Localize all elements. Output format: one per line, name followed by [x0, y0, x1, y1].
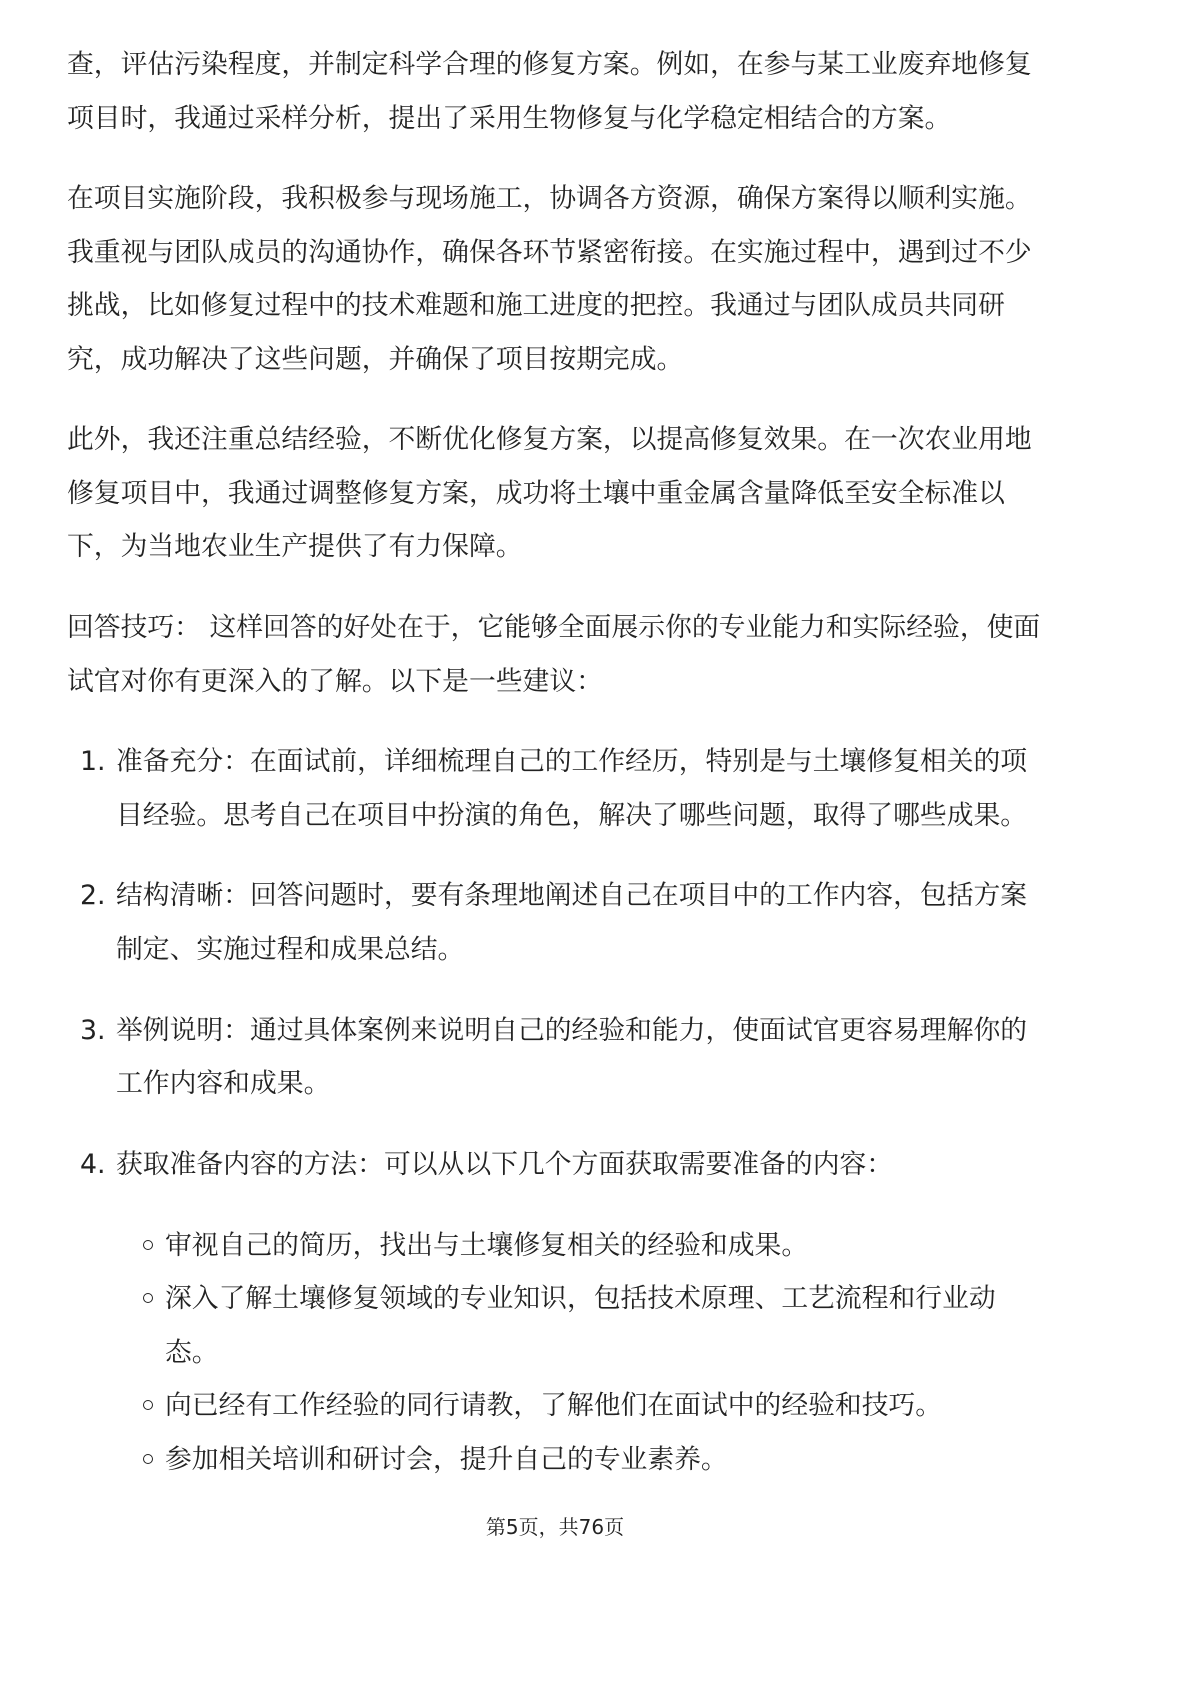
hollow-circle-bullet-icon — [143, 1293, 153, 1303]
document-body — [67, 38, 1127, 1513]
sub-list-item — [116, 1433, 1127, 1487]
list-item-line: 准备充分：在面试前，详细梳理自己的工作经历，特别是与土壤修复相关的项 — [116, 746, 1028, 778]
sub-list-item-line: 深入了解土壤修复领域的专业知识，包括技术原理、工艺流程和行业动 — [165, 1283, 996, 1314]
sub-list — [116, 1219, 1127, 1487]
list-item — [67, 1004, 1127, 1111]
list-item-number: 3. — [80, 1014, 106, 1046]
list-item-line: 举例说明：通过具体案例来说明自己的经验和能力，使面试官更容易理解你的 — [116, 1014, 1028, 1046]
paragraph-line: 挑战，比如修复过程中的技术难题和施工进度的把控。我通过与团队成员共同研 — [67, 290, 1005, 322]
list-item — [67, 1138, 1127, 1486]
sub-list-item-line: 向已经有工作经验的同行请教，了解他们在面试中的经验和技巧。 — [165, 1390, 943, 1421]
paragraph-line: 试官对你有更深入的了解。以下是一些建议： — [67, 665, 603, 697]
sub-list-item-line: 态。 — [165, 1336, 219, 1368]
list-item-number: 2. — [80, 880, 106, 912]
list-item-line: 制定、实施过程和成果总结。 — [116, 933, 465, 965]
paragraph-line: 查，评估污染程度，并制定科学合理的修复方案。例如，在参与某工业废弃地修复 — [67, 49, 1032, 80]
sub-list-item-line: 审视自己的简历，找出与土壤修复相关的经验和成果。 — [165, 1229, 809, 1261]
list-item-line: 获取准备内容的方法：可以从以下几个方面获取需要准备的内容： — [116, 1148, 894, 1180]
paragraph — [67, 38, 1127, 145]
paragraph — [67, 413, 1127, 574]
paragraph-line: 项目时，我通过采样分析，提出了采用生物修复与化学稳定相结合的方案。 — [67, 102, 952, 134]
list-item-number: 4. — [80, 1148, 106, 1180]
paragraph-line: 在项目实施阶段，我积极参与现场施工，协调各方资源，确保方案得以顺利实施。 — [67, 183, 1032, 215]
paragraph-line: 我重视与团队成员的沟通协作，确保各环节紧密衔接。在实施过程中，遇到过不少 — [67, 236, 1032, 268]
paragraph-line: 下，为当地农业生产提供了有力保障。 — [67, 531, 523, 563]
paragraph-line: 回答技巧： 这样回答的好处在于，它能够全面展示你的专业能力和实际经验，使面 — [67, 612, 1041, 644]
sub-list-item — [116, 1272, 1127, 1379]
list-item — [67, 735, 1127, 842]
sub-list-item-line: 参加相关培训和研讨会，提升自己的专业素养。 — [165, 1443, 728, 1475]
answer-tips-paragraph — [67, 601, 1127, 708]
page-number: 第5页，共76页 — [485, 1515, 625, 1539]
sub-list-item — [116, 1379, 1127, 1433]
paragraph-line: 修复项目中，我通过调整修复方案，成功将土壤中重金属含量降低至安全标准以 — [67, 477, 1005, 509]
sub-list-item — [116, 1219, 1127, 1273]
hollow-circle-bullet-icon — [143, 1400, 153, 1410]
paragraph-line: 究，成功解决了这些问题，并确保了项目按期完成。 — [67, 343, 684, 375]
list-item — [67, 869, 1127, 976]
list-item-line: 结构清晰：回答问题时，要有条理地阐述自己在项目中的工作内容，包括方案 — [116, 880, 1028, 912]
tips-list — [67, 735, 1127, 1486]
paragraph-line: 此外，我还注重总结经验，不断优化修复方案，以提高修复效果。在一次农业用地 — [67, 424, 1032, 456]
list-item-line: 目经验。思考自己在项目中扮演的角色，解决了哪些问题，取得了哪些成果。 — [116, 799, 1028, 831]
hollow-circle-bullet-icon — [143, 1240, 153, 1250]
hollow-circle-bullet-icon — [143, 1454, 153, 1464]
list-item-line: 工作内容和成果。 — [116, 1068, 331, 1100]
list-item-number: 1. — [80, 746, 106, 778]
paragraph — [67, 172, 1127, 386]
